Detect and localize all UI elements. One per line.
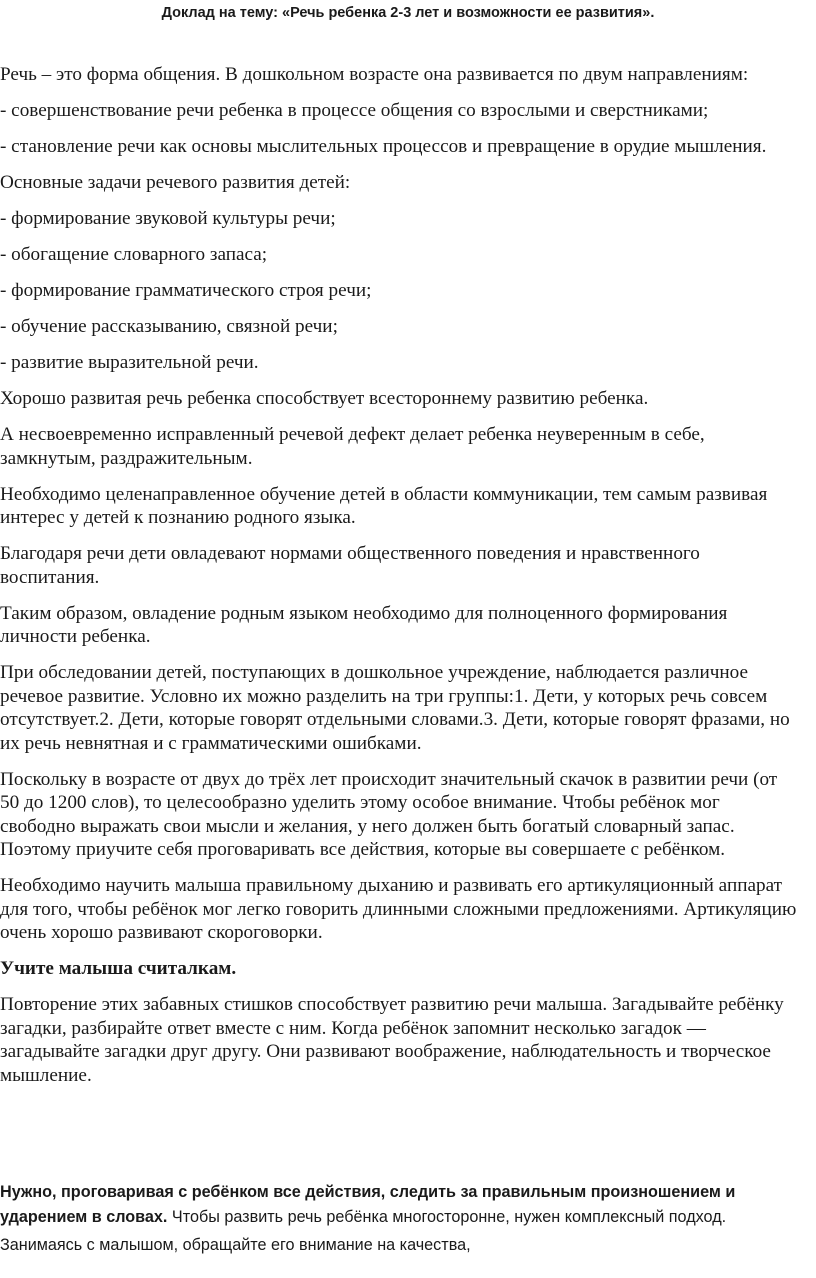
paragraph: Хорошо развитая речь ребенка способствует всестороннему развитию ребенка. bbox=[0, 388, 649, 409]
list-item: - формирование звуковой культуры речи; bbox=[0, 208, 336, 229]
paragraph: - становление речи как основы мыслительных процессов и превращение в орудие мышления. bbox=[0, 136, 767, 157]
list-item: - обучение рассказыванию, связной речи; bbox=[0, 316, 338, 337]
paragraph: Таким образом, овладение родным языком необходимо для полноценного формирования личности ребенка. bbox=[0, 602, 728, 647]
paragraph: Основные задачи речевого развития детей: bbox=[0, 172, 351, 193]
paragraph: Необходимо целенаправленное обучение детей в области коммуникации, тем самым развивая интерес у детей к познанию родного языка. bbox=[0, 483, 768, 528]
list-item: - обогащение словарного запаса; bbox=[0, 244, 268, 265]
final-bold-text: Нужно, проговаривая с ребёнком все действия, следить за правильным произношением и ударением в словах. bbox=[0, 1183, 736, 1226]
final-last-line: Занимаясь с малышом, обращайте его внимание на качества, bbox=[0, 1236, 471, 1254]
list-item: - формирование грамматического строя речи; bbox=[0, 280, 372, 301]
paragraph: Благодаря речи дети овладевают нормами общественного поведения и нравственного воспитания. bbox=[0, 543, 700, 588]
paragraph: Речь – это форма общения. В дошкольном возрасте она развивается по двум направлениям: bbox=[0, 64, 749, 85]
paragraph: При обследовании детей, поступающих в дошкольное учреждение, наблюдается различное речевое развитие. Условно их можно разделить на три группы:1. Дети, у которых речь совсем отсутствует.2. Дети, которые говорят отдельными словами.3. Дети, которые говорят фразами, но их речь невнятная и с грамматическими ошибками. bbox=[0, 662, 790, 754]
final-regular-text: Чтобы развить речь ребёнка многосторонне, нужен комплексный подход. bbox=[167, 1207, 727, 1226]
paragraph: Поскольку в возрасте от двух до трёх лет происходит значительный скачок в развитии речи (от 50 до 1200 слов), то целесообразно уделить этому особое внимание. Чтобы ребёнок мог свободно выражать свои мысли и желания, у него должен быть богатый словарный запас. Поэтому приучите себя проговаривать все действия, которые вы совершаете с ребёнком. bbox=[0, 768, 778, 860]
section-heading: Учите малыша считалкам. bbox=[0, 958, 237, 979]
document-title: Доклад на тему: «Речь ребенка 2-3 лет и возможности ее развития». bbox=[161, 5, 655, 21]
paragraph: А несвоевременно исправленный речевой дефект делает ребенка неуверенным в себе, замкнутым, раздражительным. bbox=[0, 424, 705, 469]
paragraph: Необходимо научить малыша правильному дыханию и развивать его артикуляционный аппарат для того, чтобы ребёнок мог легко говорить длинными сложными предложениями. Артикуляцию очень хорошо развивают скороговорки. bbox=[0, 875, 797, 943]
list-item: - развитие выразительной речи. bbox=[0, 352, 259, 373]
paragraph: - совершенствование речи ребенка в процессе общения со взрослыми и сверстниками; bbox=[0, 100, 709, 121]
final-section bbox=[0, 1180, 800, 1262]
final-paragraph bbox=[0, 1180, 800, 1229]
paragraph: Повторение этих забавных стишков способствует развитию речи малыша. Загадывайте ребёнку загадки, разбирайте ответ вместе с ним. Когда ребёнок запомнит несколько загадок — загадывайте загадки друг другу. Они развивают воображение, наблюдательность и творческое мышление. bbox=[0, 994, 784, 1086]
document-body bbox=[0, 63, 800, 1100]
